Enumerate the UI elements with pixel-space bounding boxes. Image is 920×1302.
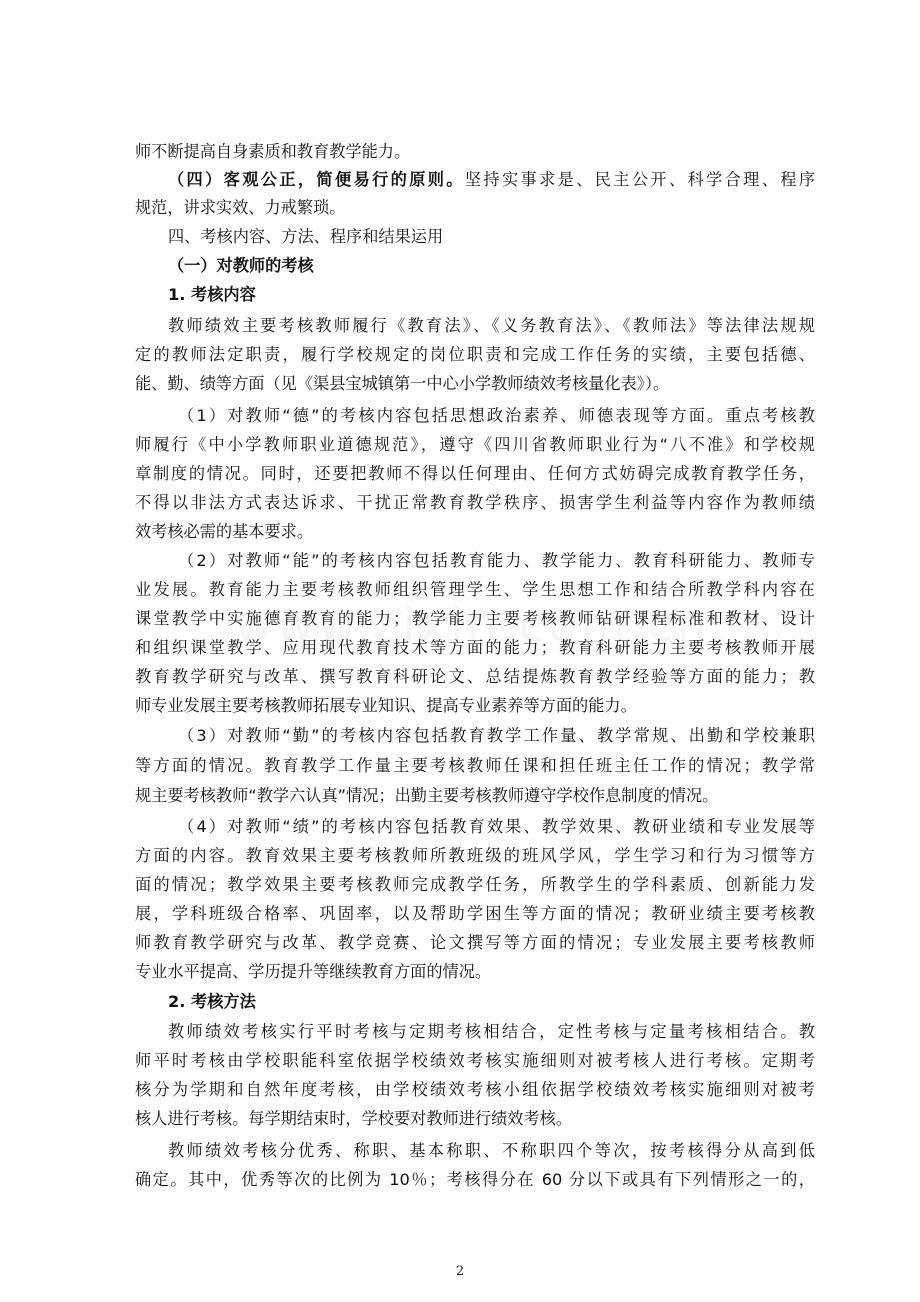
text-line: 定的教师法定职责，履行学校规定的岗位职责和完成工作任务的实绩，主要包括德、 [135,345,815,364]
text-line: 课堂教学中实施德育教育的能力；教学能力主要考核教师钻研课程标准和教材、设计 [135,609,815,628]
text-line: 等方面的情况。教育教学工作量主要考核教师任课和担任班主任工作的情况；教学常 [135,756,815,775]
text-line: 不得以非法方式表达诉求、干扰正常教育教学秩序、损害学生利益等内容作为教师绩 [135,493,815,512]
text-line: （3）对教师“勤”的考核内容包括教育教学工作量、教学常规、出勤和学校兼职 [178,726,815,745]
subsection-heading: （一）对教师的考核 [168,256,314,275]
text-line: 方面的内容。教育效果主要考核教师所教班级的班风学风，学生学习和行为习惯等方 [135,846,815,865]
principle-text: 坚持实事求是、民主公开、科学合理、程序 [464,170,815,189]
text-line: 效考核必需的基本要求。 [135,522,314,541]
text-line: （1）对教师“德”的考核内容包括思想政治素养、师德表现等方面。重点考核教 [178,406,815,425]
text-line: 展，学科班级合格率、巩固率，以及帮助学困生等方面的情况；教研业绩主要考核教 [135,904,815,923]
principle-heading: （四）客观公正，简便易行的原则。 [168,170,465,189]
text-line: 和组织课堂教学、应用现代教育技术等方面的能力；教育科研能力主要考核教师开展 [135,638,815,657]
principle-line [168,166,815,194]
text-line: 业发展。教育能力主要考核教师组织管理学生、学生思想工作和结合所教学科内容在 [135,580,815,599]
item-heading: 2. 考核方法 [168,992,256,1011]
text-line: 师平时考核由学校职能科室依据学校绩效考核实施细则对被考核人进行考核。定期考 [135,1051,815,1070]
text-line: 核人进行考核。每学期结束时，学校要对教师进行绩效考核。 [135,1109,573,1128]
text-line: （2）对教师“能”的考核内容包括教育能力、教学能力、教育科研能力、教师专 [178,551,815,570]
text-line: 师教育教学研究与改革、教学竞赛、论文撰写等方面的情况；专业发展主要考核教师 [135,933,815,952]
text-line: 规主要考核教师“教学六认真”情况；出勤主要考核教师遵守学校作息制度的情况。 [135,786,719,805]
text-line: 教师绩效考核分优秀、称职、基本称职、不称职四个等次，按考核得分从高到低 [168,1141,815,1160]
text-line: 教育教学研究与改革、撰写教育科研论文、总结提炼教育教学经验等方面的能力；教 [135,667,815,686]
text-line: 能、勤、绩等方面（见《渠县宝城镇第一中心小学教师绩效考核量化表》）。 [135,374,670,393]
text-line: 师专业发展主要考核教师拓展专业知识、提高专业素养等方面的能力。 [135,696,637,715]
text-line: 教师绩效主要考核教师履行《教育法》、《义务教育法》、《教师法》等法律法规规 [168,316,815,335]
text-line: 教师绩效考核实行平时考核与定期考核相结合，定性考核与定量考核相结合。教 [168,1022,815,1041]
text-line: 章制度的情况。同时，还要把教师不得以任何理由、任何方式妨碍完成教育教学任务， [135,464,815,483]
text-line: 专业水平提高、学历提升等继续教育方面的情况。 [135,962,492,981]
text-line: 师不断提高自身素质和教育教学能力。 [135,142,411,161]
text-line: 规范，讲求实效、力戒繁琐。 [135,198,346,217]
text-line: 核分为学期和自然年度考核，由学校绩效考核小组依据学校绩效考核实施细则对被考 [135,1080,815,1099]
section-heading: 四、考核内容、方法、程序和结果运用 [168,227,444,246]
text-line: 面的情况；教学效果主要考核教师完成教学任务，所教学生的学科素质、创新能力发 [135,875,815,894]
page-number: 2 [455,1264,465,1279]
text-line: 确定。其中，优秀等次的比例为 10％；考核得分在 60 分以下或具有下列情形之一的， [135,1170,815,1189]
text-line: 师履行《中小学教师职业道德规范》，遵守《四川省教师职业行为“八不准》和学校规 [135,435,815,454]
text-line: （4）对教师“绩”的考核内容包括教育效果、教学效果、教研业绩和专业发展等 [178,817,815,836]
item-heading: 1. 考核内容 [168,285,256,304]
